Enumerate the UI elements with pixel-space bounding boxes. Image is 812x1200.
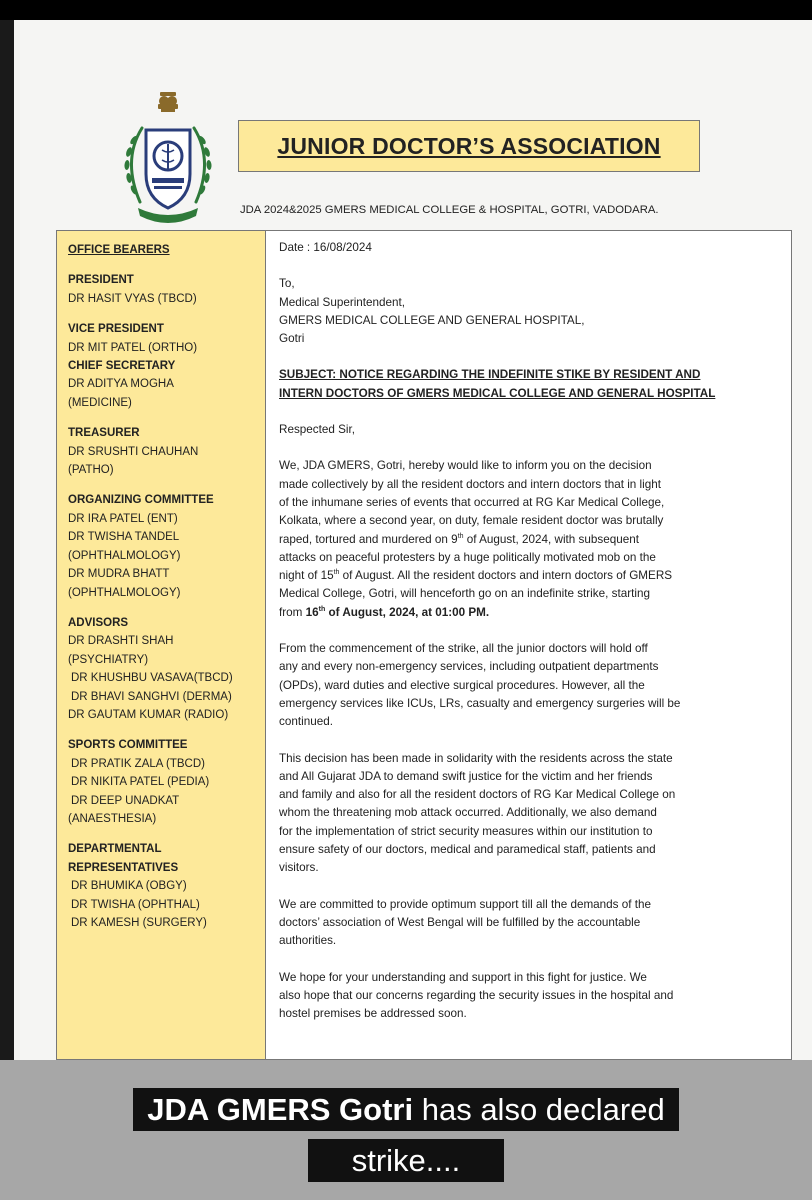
member-name: DR BHAVI SANGHVI (DERMA) <box>71 690 232 703</box>
role-title: ORGANIZING COMMITTEE <box>68 494 214 507</box>
member-name: DR PRATIK ZALA (TBCD) <box>71 757 205 770</box>
letter-date: Date : 16/08/2024 <box>279 241 372 254</box>
member-name: DR SRUSHTI CHAUHAN <box>68 445 199 458</box>
caption-banner <box>0 1060 812 1200</box>
salutation: Respected Sir, <box>279 423 356 437</box>
role-title: TREASURER <box>68 427 140 440</box>
letter-frame <box>56 230 792 1060</box>
member-name: DR IRA PATEL (ENT) <box>68 512 178 525</box>
member-name: DR DEEP UNADKAT <box>71 794 180 807</box>
paragraph-2: From the commencement of the strike, all the junior doctors will hold off any and every non-emergency services, including outpatient departments (OPDs), ward duties and elective surgical procedures. However, all the emergency services like ICUs, LRs, casualty and emergency surgeries will be continued. <box>279 642 681 729</box>
top-bar <box>0 0 812 20</box>
letter-sheet <box>14 20 812 1060</box>
member-name: DR NIKITA PATEL (PEDIA) <box>71 776 210 789</box>
member-name: DR KHUSHBU VASAVA(TBCD) <box>71 672 233 685</box>
recipient-block: To, Medical Superintendent, GMERS MEDICAL COLLEGE AND GENERAL HOSPITAL, Gotri <box>279 277 585 346</box>
member-name: DR MIT PATEL (ORTHO) <box>68 341 198 354</box>
office-bearers-column <box>57 231 266 1059</box>
caption-line-1: JDA GMERS Gotri has also declared <box>0 1090 812 1130</box>
member-name: DR TWISHA (OPHTHAL) <box>71 898 200 911</box>
paragraph-3: This decision has been made in solidarity with the residents across the state and All Gujarat JDA to demand swift justice for the victim and her friends and family and also for all the resident doctors of RG Kar Medical College on whom the threatening mob attack occurred. Additionally, we also demand for the implementation of strict security measures within our institution to ensure safety of our doctors, medical and paramedical staff, patients and visitors. <box>279 751 676 875</box>
role-title: ADVISORS <box>68 616 129 629</box>
office-bearers-heading: OFFICE BEARERS <box>68 244 170 256</box>
paragraph-1: We, JDA GMERS, Gotri, hereby would like to inform you on the decision made collectively by all the resident doctors and intern doctors that in light of the inhumane series of events that occurred at RG Kar Medical College, Kolkata, where a second year, on duty, female resident doctor was brutally raped, tortured and murdered on 9th of August, 2024, with subsequent attacks on peaceful protesters by a huge politically motivated mob on the night of 15th of August. All the resident doctors and intern doctors of GMERS Medical College, Gotri, will henceforth go on an indefinite strike, starting from 16th of August, 2024, at 01:00 PM. <box>279 459 673 619</box>
member-name: DR TWISHA TANDEL <box>68 531 180 544</box>
role-title: DEPARTMENTAL <box>68 843 162 856</box>
member-name: DR DRASHTI SHAH <box>68 635 174 648</box>
role-title: PRESIDENT <box>68 274 134 287</box>
college-seal-icon <box>112 90 224 230</box>
member-name: DR ADITYA MOGHA <box>68 378 174 391</box>
paragraph-4: We are committed to provide optimum support till all the demands of the doctors’ association of West Bengal will be fulfilled by the accountable authorities. <box>279 897 652 948</box>
role-title: CHIEF SECRETARY <box>68 360 176 373</box>
member-dept: (ANAESTHESIA) <box>68 812 157 825</box>
member-dept: (MEDICINE) <box>68 396 132 409</box>
association-address: JDA 2024&2025 GMERS MEDICAL COLLEGE & HOSPITAL, GOTRI, VADODARA. <box>240 204 659 216</box>
role-title: VICE PRESIDENT <box>68 323 164 336</box>
member-name: DR HASIT VYAS (TBCD) <box>68 292 197 305</box>
role-title: SPORTS COMMITTEE <box>68 739 188 752</box>
member-name: DR BHUMIKA (OBGY) <box>71 880 187 893</box>
member-dept: (OPHTHALMOLOGY) <box>68 549 181 562</box>
role-title: REPRESENTATIVES <box>68 861 179 874</box>
member-name: DR MUDRA BHATT <box>68 568 170 581</box>
paragraph-5: We hope for your understanding and support in this fight for justice. We also hope that our concerns regarding the security issues in the hospital and hostel premises be addressed soon. <box>279 970 674 1021</box>
member-dept: (PSYCHIATRY) <box>68 653 149 666</box>
caption-line-2: strike.... <box>0 1141 812 1181</box>
member-name: DR GAUTAM KUMAR (RADIO) <box>68 708 229 721</box>
page-title: JUNIOR DOCTOR’S ASSOCIATION <box>277 132 661 159</box>
title-box <box>238 120 700 172</box>
member-dept: (PATHO) <box>68 464 114 477</box>
member-dept: (OPHTHALMOLOGY) <box>68 586 181 599</box>
letter-subject: SUBJECT: NOTICE REGARDING THE INDEFINITE STIKE BY RESIDENT AND INTERN DOCTORS OF GMERS MEDICAL COLLEGE AND GENERAL HOSPITAL <box>279 368 716 400</box>
letter-body <box>266 231 791 1059</box>
member-name: DR KAMESH (SURGERY) <box>71 917 207 929</box>
